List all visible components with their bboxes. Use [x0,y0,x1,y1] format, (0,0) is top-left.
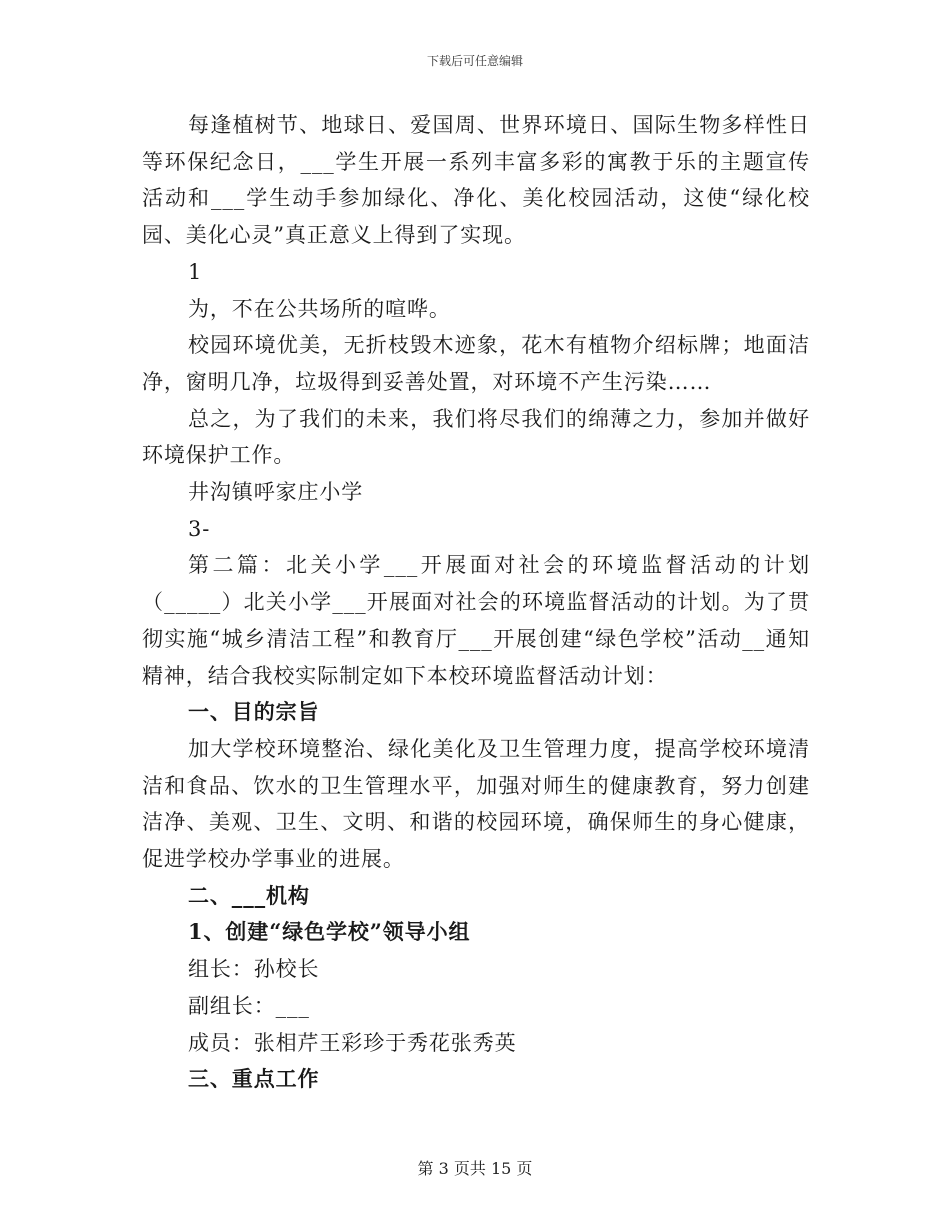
paragraph: 组长：孙校长 [188,957,320,982]
paragraph: 1 [188,259,203,284]
section-heading: 三、重点工作 [188,1066,320,1092]
paragraph: 每逢植树节、地球日、爱国周、世界环境日、国际生物多样性日等环保纪念日，___学生开展一系列丰富多彩的寓教于乐的主题宣传活动和___学生动手参加绿化、净化、美化校园活动，这使“绿化校园、美化心灵”真正意义上得到了实现。 [142,113,810,248]
paragraph: 井沟镇呼家庄小学 [188,480,364,505]
paragraph: 校园环境优美，无折枝毁木迹象，花木有植物介绍标牌；地面洁净，窗明几净，垃圾得到妥善处置，对环境不产生污染…… [142,333,810,394]
paragraph: 加大学校环境整治、绿化美化及卫生管理力度，提高学校环境清洁和食品、饮水的卫生管理水平，加强对师生的健康教育，努力创建洁净、美观、卫生、文明、和谐的校园环境，确保师生的身心健康，促进学校办学事业的进展。 [142,736,810,872]
document-body [142,107,810,1098]
paragraph: 成员：张相芹王彩珍于秀花张秀英 [188,1030,517,1055]
paragraph: 副组长：___ [188,993,310,1018]
paragraph: 为，不在公共场所的喧哗。 [188,296,451,321]
page-header: 下载后可任意编辑 [426,54,523,68]
subsection-heading: 1、创建“绿色学校”领导小组 [188,919,471,945]
paragraph: 3- [188,516,211,541]
paragraph: 总之，为了我们的未来，我们将尽我们的绵薄之力，参加并做好环境保护工作。 [142,406,810,468]
section-heading: 一、目的宗旨 [188,699,320,725]
page-footer: 第 3 页共 15 页 [417,1159,533,1178]
paragraph: 第二篇：北关小学___开展面对社会的环境监督活动的计划（_____）北关小学___开展面对社会的环境监督活动的计划。为了贯彻实施“城乡清洁工程”和教育厅___开展创建“绿色学校”活动__通知精神，结合我校实际制定如下本校环境监督活动计划： [142,553,810,688]
section-heading: 二、___机构 [188,882,310,908]
